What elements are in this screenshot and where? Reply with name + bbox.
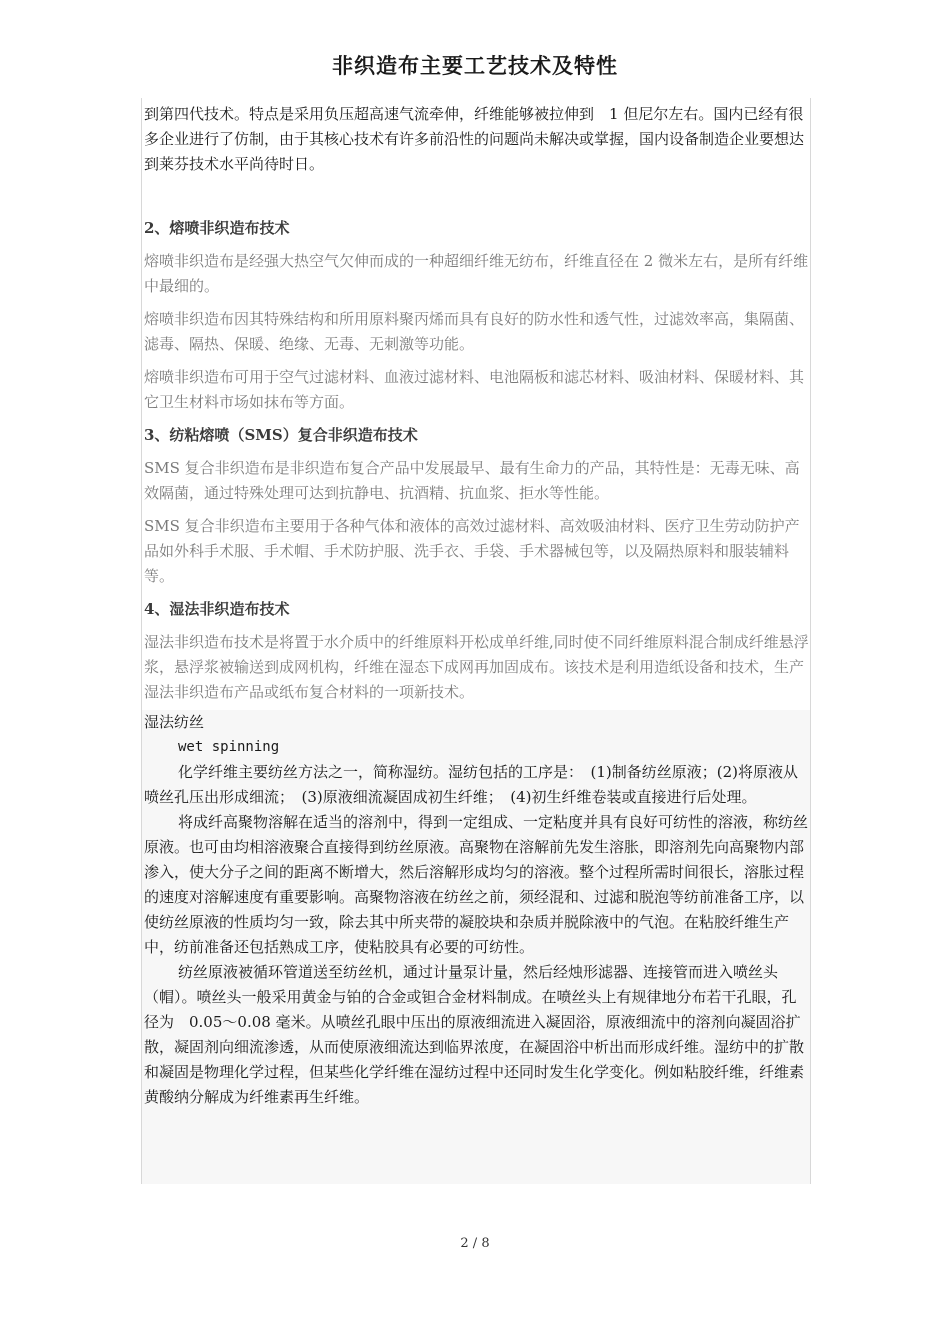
entry-paragraph: 化学纤维主要纺丝方法之一，简称湿纺。湿纺包括的工序是： (1)制备纺丝原液；(2)将原液从喷丝孔压出形成细流； (3)原液细流凝固成初生纤维； (4)初生纤维卷装或直接进行后处理。 <box>144 763 798 806</box>
section-paragraph: SMS 复合非织造布是非织造布复合产品中发展最早、最有生命力的产品，其特性是：无毒无味、高效隔菌，通过特殊处理可达到抗静电、抗酒精、抗血浆、拒水等性能。 <box>144 459 800 502</box>
entry-paragraph: 将成纤高聚物溶解在适当的溶剂中，得到一定组成、一定粘度并具有良好可纺性的溶液，称纺丝原液。也可由均相溶液聚合直接得到纺丝原液。高聚物在溶解前先发生溶胀，即溶剂先向高聚物内部渗入，使大分子之间的距离不断增大，然后溶解形成均匀的溶液。整个过程所需时间很长，溶胀过程的速度对溶解速度有重要影响。高聚物溶液在纺丝之前，须经混和、过滤和脱泡等纺前准备工序，以使纺丝原液的性质均匀一致，除去其中所夹带的凝胶块和杂质并脱除液中的气泡。在粘胶纤维生产中，纺前准备还包括熟成工序，使粘胶具有必要的可纺性。 <box>144 813 809 956</box>
wet-spinning-entry <box>142 710 810 1184</box>
section-sms <box>142 423 810 589</box>
section-paragraph: 熔喷非织造布是经强大热空气欠伸而成的一种超细纤维无纺布，纤维直径在 2 微米左右，是所有纤维中最细的。 <box>144 252 809 295</box>
document-body <box>141 98 811 1184</box>
entry-term: 湿法纺丝 <box>144 713 205 731</box>
entry-paragraph: 纺丝原液被循环管道送至纺丝机，通过计量泵计量，然后经烛形滤器、连接管而进入喷丝头（帽）。喷丝头一般采用黄金与铂的合金或钽合金材料制成。在喷丝头上有规律地分布若干孔眼，孔径为 0.05～0.08 毫米。从喷丝孔眼中压出的原液细流进入凝固浴，原液细流中的溶剂向凝固浴扩散，凝固剂向细流渗透，从而使原液细流达到临界浓度，在凝固浴中析出而形成纤维。湿纺中的扩散和凝固是物理化学过程，但某些化学纤维在湿纺过程中还同时发生化学变化。例如粘胶纤维，纤维素黄酸纳分解成为纤维素再生纤维。 <box>144 963 805 1106</box>
section-heading: 2、熔喷非织造布技术 <box>144 219 290 237</box>
section-paragraph: 湿法非织造布技术是将置于水介质中的纤维原料开松成单纤维,同时使不同纤维原料混合制成纤维悬浮浆，悬浮浆被输送到成网机构，纤维在湿态下成网再加固成布。该技术是利用造纸设备和技术，生产湿法非织造布产品或纸布复合材料的一项新技术。 <box>144 633 809 701</box>
section-wetlaid <box>142 597 810 705</box>
section-meltblown <box>142 216 810 415</box>
sections-block <box>142 216 810 705</box>
section-paragraph: 熔喷非织造布因其特殊结构和所用原料聚丙烯而具有良好的防水性和透气性，过滤效率高，集隔菌、滤毒、隔热、保暖、绝缘、无毒、无刺激等功能。 <box>144 310 805 353</box>
section-heading: 3、纺粘熔喷（SMS）复合非织造布技术 <box>144 426 418 444</box>
page-indicator: 2 / 8 <box>460 1236 490 1251</box>
entry-english-term: wet spinning <box>178 739 280 755</box>
intro-paragraph: 到第四代技术。特点是采用负压超高速气流牵伸，纤维能够被拉伸到 1 但尼尔左右。国内已经有很多企业进行了仿制，由于其核心技术有许多前沿性的问题尚未解决或掌握，国内设备制造企业要想达到莱芬技术水平尚待时日。 <box>144 105 805 173</box>
section-heading: 4、湿法非织造布技术 <box>144 600 290 618</box>
document-title: 非织造布主要工艺技术及特性 <box>332 53 618 78</box>
section-paragraph: 熔喷非织造布可用于空气过滤材料、血液过滤材料、电池隔板和滤芯材料、吸油材料、保暖材料、其它卫生材料市场如抹布等方面。 <box>144 368 805 411</box>
intro-block <box>142 102 810 177</box>
section-paragraph: SMS 复合非织造布主要用于各种气体和液体的高效过滤材料、高效吸油材料、医疗卫生劳动防护产品如外科手术服、手术帽、手术防护服、洗手衣、手袋、手术器械包等，以及隔热原料和服装辅料等。 <box>144 517 800 585</box>
